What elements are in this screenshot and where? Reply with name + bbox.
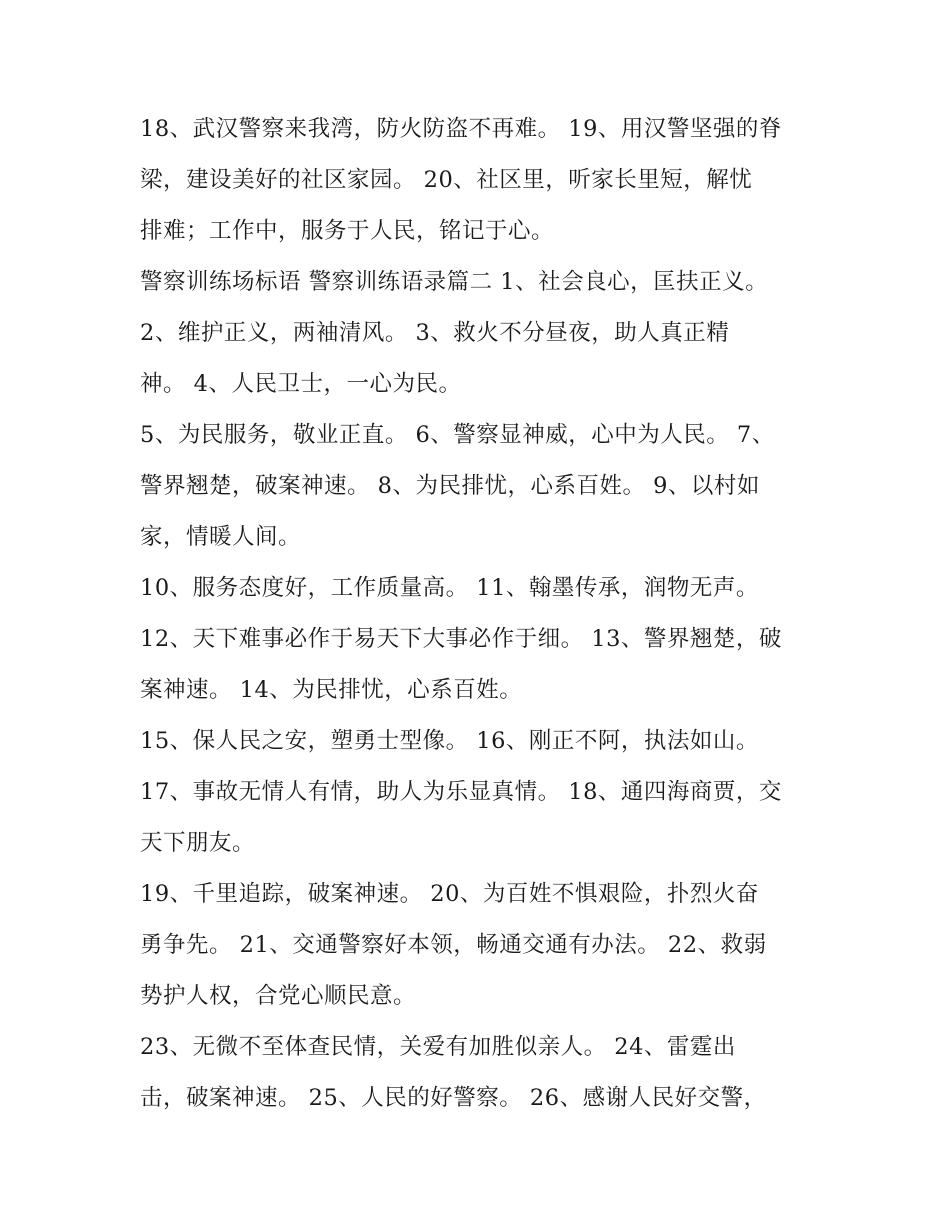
text-line: 家，情暖人间。: [140, 524, 302, 550]
text-line: 15、保人民之安，塑勇士型像。 16、刚正不阿，执法如山。: [140, 728, 759, 754]
text-line: 勇争先。 21、交通警察好本领，畅通交通有办法。 22、救弱: [140, 932, 767, 958]
text-line: 势护人权，合党心顺民意。: [140, 983, 417, 1009]
text-line: 天下朋友。: [140, 830, 256, 856]
text-line: 警界翘楚，破案神速。 8、为民排忧，心系百姓。 9、以村如: [140, 473, 760, 499]
text-line: 23、无微不至体查民情，关爱有加胜似亲人。 24、雷霆出: [140, 1034, 736, 1060]
text-line: 神。 4、人民卫士，一心为民。: [140, 371, 462, 397]
text-line: 19、千里追踪，破案神速。 20、为百姓不惧艰险，扑烈火奋: [140, 881, 759, 907]
text-line: 2、维护正义，两袖清风。 3、救火不分昼夜，助人真正精: [140, 320, 730, 346]
text-line: 案神速。 14、为民排忧，心系百姓。: [140, 677, 523, 703]
text-line: 17、事故无情人有情，助人为乐显真情。 18、通四海商贾，交: [140, 779, 782, 805]
text-line: 10、服务态度好，工作质量高。 11、翰墨传承，润物无声。: [140, 575, 759, 601]
body-text: [140, 104, 830, 1124]
text-line: 12、天下难事必作于易天下大事必作于细。 13、警界翘楚，破: [140, 626, 782, 652]
text-line: 18、武汉警察来我湾，防火防盗不再难。 19、用汉警坚强的脊: [140, 116, 782, 142]
text-line: 警察训练场标语 警察训练语录篇二 1、社会良心，匡扶正义。: [140, 269, 769, 295]
text-line: 排难；工作中，服务于人民，铭记于心。: [140, 218, 555, 244]
text-line: 击，破案神速。 25、人民的好警察。 26、感谢人民好交警，: [140, 1085, 767, 1111]
text-line: 5、为民服务，敬业正直。 6、警察显神威，心中为人民。 7、: [140, 422, 775, 448]
text-line: 梁，建设美好的社区家园。 20、社区里，听家长里短，解忧: [140, 167, 753, 193]
